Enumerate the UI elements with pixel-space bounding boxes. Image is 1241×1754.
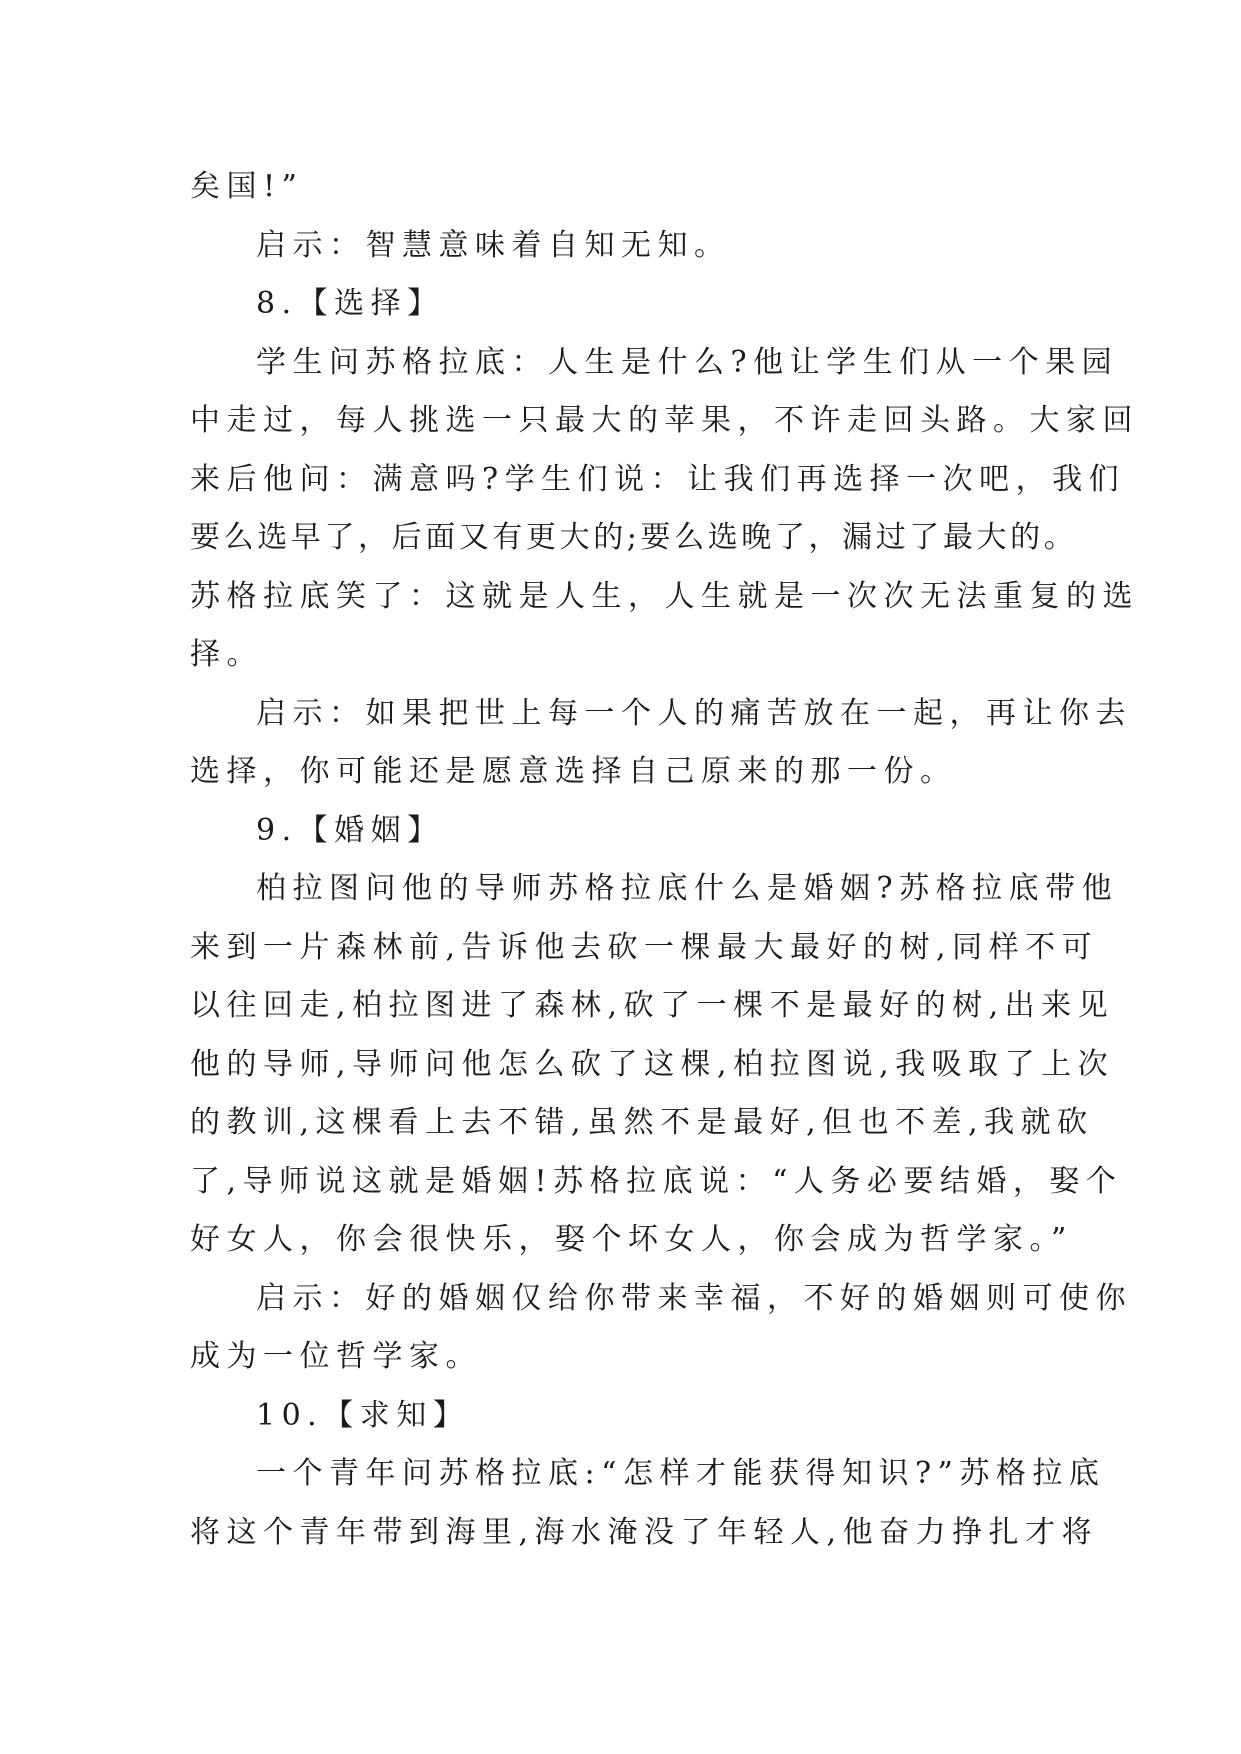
text-line: 启示：智慧意味着自知无知。 bbox=[256, 227, 731, 263]
text-line: 来到一片森林前,告诉他去砍一棵最大最好的树,同样不可 bbox=[190, 929, 1099, 965]
text-line: 来后他问：满意吗?学生们说：让我们再选择一次吧，我们 bbox=[190, 461, 1126, 497]
text-line: 苏格拉底笑了：这就是人生，人生就是一次次无法重复的选 bbox=[190, 578, 1139, 614]
text-line: 矣国!” bbox=[190, 169, 304, 204]
document-body bbox=[190, 158, 1139, 1562]
text-line: 学生问苏格拉底：人生是什么?他让学生们从一个果园 bbox=[256, 344, 1119, 380]
section-heading: 8.【选择】 bbox=[256, 286, 444, 321]
text-line: 中走过，每人挑选一只最大的苹果，不许走回头路。大家回 bbox=[190, 403, 1139, 438]
text-line: 他的导师,导师问他怎么砍了这棵,柏拉图说,我吸取了上次 bbox=[190, 1046, 1115, 1082]
text-line: 一个青年问苏格拉底:“怎样才能获得知识?”苏格拉底 bbox=[256, 1456, 1106, 1491]
text-line: 要么选早了，后面又有更大的;要么选晚了，漏过了最大的。 bbox=[190, 520, 1078, 555]
text-line: 以往回走,柏拉图进了森林,砍了一棵不是最好的树,出来见 bbox=[190, 988, 1115, 1023]
text-line: 择。 bbox=[190, 637, 263, 672]
text-line: 将这个青年带到海里,海水淹没了年轻人,他奋力挣扎才将 bbox=[190, 1514, 1099, 1550]
section-heading: 9.【婚姻】 bbox=[256, 812, 444, 848]
text-line: 好女人，你会很快乐，娶个坏女人，你会成为哲学家。” bbox=[190, 1222, 1073, 1257]
text-line: 了,导师说这就是婚姻!苏格拉底说：“人务必要结婚，娶个 bbox=[190, 1163, 1123, 1199]
text-line: 启示：如果把世上每一个人的痛苦放在一起，再让你去 bbox=[256, 695, 1132, 731]
text-line: 柏拉图问他的导师苏格拉底什么是婚姻?苏格拉底带他 bbox=[256, 871, 1119, 906]
text-line: 的教训,这棵看上去不错,虽然不是最好,但也不差,我就砍 bbox=[190, 1105, 1094, 1140]
text-line: 选择，你可能还是愿意选择自己原来的那一份。 bbox=[190, 754, 957, 789]
text-line: 启示：好的婚姻仅给你带来幸福，不好的婚姻则可使你 bbox=[256, 1280, 1132, 1316]
text-line: 成为一位哲学家。 bbox=[190, 1339, 482, 1374]
section-heading: 10.【求知】 bbox=[256, 1397, 470, 1433]
